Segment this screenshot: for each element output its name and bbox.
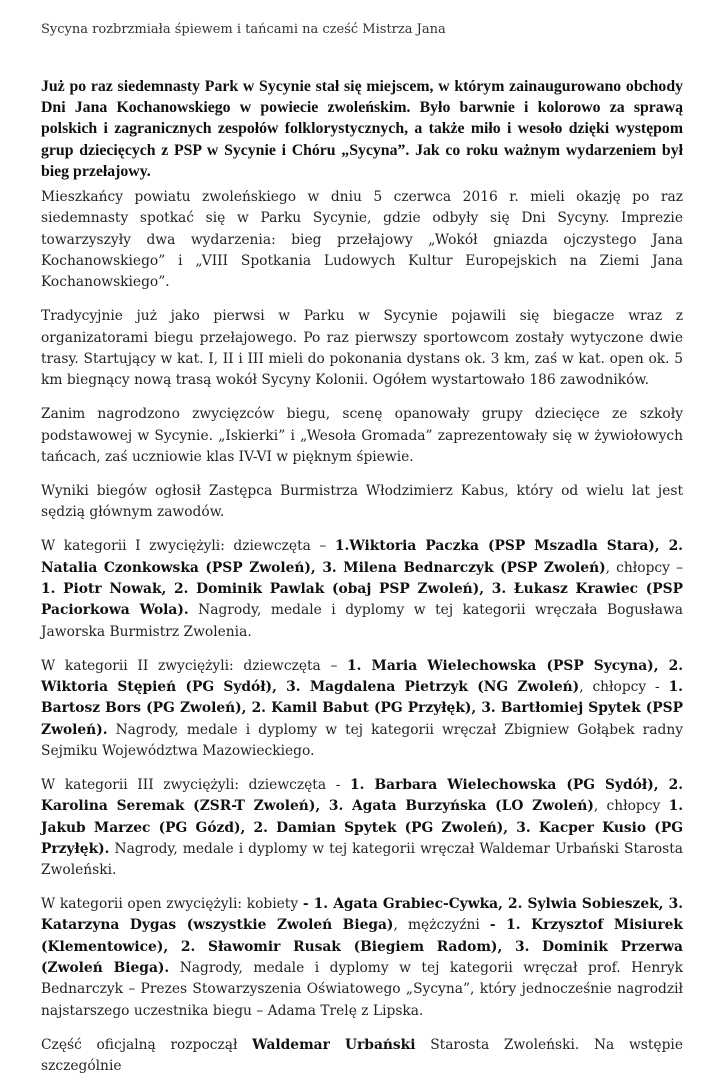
text-run: W kategorii open zwyciężyli: kobiety: [41, 896, 303, 913]
text-run: , mężczyźni: [393, 917, 490, 934]
bold-run: - 1. Krzysztof Misiurek (Klementowice), 2. Sławomir Rusak (Biegiem Radom), 3. Dominik Przerwa (Zwoleń Biega).: [41, 917, 683, 977]
article-paragraph: [41, 656, 683, 762]
article-body: [41, 187, 683, 1090]
bold-run: 1. Barbara Wielechowska (PG Sydół), 2. Karolina Seremak (ZSR-T Zwoleń), 3. Agata Burzyńska (LO Zwoleń): [41, 776, 683, 815]
text-run: Wyniki biegów ogłosił Zastępca Burmistrza Włodzimierz Kabus, który od wielu lat jest sędzią głównym zawodów.: [41, 482, 683, 521]
text-run: Nagrody, medale i dyplomy w tej kategorii wręczał Waldemar Urbański Starosta Zwoleński.: [41, 840, 683, 879]
text-run: W kategorii II zwyciężyli: dziewczęta –: [41, 657, 348, 674]
text-run: Nagrody, medale i dyplomy w tej kategorii wręczała Bogusława Jaworska Burmistrz Zwolenia.: [41, 602, 683, 640]
text-run: , chłopcy –: [605, 559, 683, 576]
text-run: Tradycyjnie już jako pierwsi w Parku w Sycynie pojawili się biegacze wraz z organizatorami biegu przełajowego. Po raz pierwszy sportowcom zostały wytyczone dwie trasy. Startujący w kat. I, II i III mieli do pokonania dystans ok. 3 km, zaś w kat. open ok. 5 km biegnący nową trasą wokół Sycyny Kolonii. Ogółem wystartowało 186 zawodników.: [41, 308, 683, 389]
article-paragraph: [41, 187, 683, 293]
article-paragraph: [41, 775, 683, 881]
text-run: , chłopcy -: [579, 678, 669, 695]
text-run: Nagrody, medale i dyplomy w tej kategorii wręczał Zbigniew Gołąbek radny Sejmiku Województwa Mazowieckiego.: [41, 721, 683, 759]
text-run: Starosta Zwoleński. Na wstępie szczególnie: [41, 1036, 683, 1075]
article-paragraph: [41, 1035, 683, 1078]
article-paragraph: [41, 894, 683, 1022]
bold-run: 1.Wiktoria Paczka (PSP Mszadla Stara), 2. Natalia Czonkowska (PSP Zwoleń), 3. Milena Bednarczyk (PSP Zwoleń): [41, 538, 683, 576]
text-run: W kategorii I zwyciężyli: dziewczęta –: [41, 538, 335, 555]
article-paragraph: [41, 404, 683, 468]
lead-paragraph: Już po raz siedemnasty Park w Sycynie stał się miejscem, w którym zainaugurowano obchody Dni Jana Kochanowskiego w powiecie zwoleńskim. Było barwnie i kolorowo za sprawą polskich i zagranicznych zespołów folklorystycznych, a także miło i wesoło dzięki występom grup dziecięcych z PSP w Sycynie i Chóru „Sycyna”. Jak co roku ważnym wydarzeniem był bieg przełajowy.: [41, 78, 683, 180]
bold-run: Waldemar Urbański: [252, 1036, 416, 1053]
page-header-title: Sycyna rozbrzmiała śpiewem i tańcami na cześć Mistrza Jana: [41, 22, 446, 37]
article-paragraph: [41, 306, 683, 391]
text-run: , chłopcy: [593, 798, 669, 815]
article-paragraph: [41, 481, 683, 524]
bold-run: 1. Maria Wielechowska (PSP Sycyna), 2. Wiktoria Stępień (PG Sydół), 3. Magdalena Pietrzyk (NG Zwoleń): [41, 657, 684, 695]
bold-run: 1. Piotr Nowak, 2. Dominik Pawlak (obaj PSP Zwoleń), 3. Łukasz Krawiec (PSP Paciorkowa Wola).: [41, 580, 683, 619]
bold-run: 1. Jakub Marzec (PG Gózd), 2. Damian Spytek (PG Zwoleń), 3. Kacper Kusio (PG Przyłęk).: [41, 798, 683, 857]
text-run: Nagrody, medale i dyplomy w tej kategorii wręczał prof. Henryk Bednarczyk – Prezes Stowarzyszenia Oświatowego „Sycyna”, który jednocześnie nagrodził najstarszego uczestnika biegu – Adama Trelę z Lipska.: [41, 960, 683, 1019]
bold-run: - 1. Agata Grabiec-Cywka, 2. Sylwia Sobieszek, 3. Katarzyna Dygas (wszystkie Zwoleń Biega): [41, 896, 683, 934]
text-run: Zanim nagrodzono zwycięzców biegu, scenę opanowały grupy dziecięce ze szkoły podstawowej w Sycynie. „Iskierki” i „Wesoła Gromada” zaprezentowały się w żywiołowych tańcach, zaś uczniowie klas IV-VI w pięknym śpiewie.: [41, 406, 683, 465]
text-run: Mieszkańcy powiatu zwoleńskiego w dniu 5 czerwca 2016 r. mieli okazję po raz siedemnasty spotkać się w Parku Sycynie, gdzie odbyły się Dni Sycyny. Imprezie towarzyszyły dwa wydarzenia: bieg przełajowy „Wokół gniazda ojczystego Jana Kochanowskiego” i „VIII Spotkania Ludowych Kultur Europejskich na Ziemi Jana Kochanowskiego”.: [41, 189, 683, 291]
text-run: Część oficjalną rozpoczął: [41, 1036, 253, 1053]
bold-run: 1. Bartosz Bors (PG Zwoleń), 2. Kamil Babut (PG Przyłęk), 3. Bartłomiej Spytek (PSP Zwoleń).: [41, 678, 683, 738]
article-paragraph: [41, 536, 683, 642]
text-run: W kategorii III zwyciężyli: dziewczęta -: [41, 776, 351, 793]
